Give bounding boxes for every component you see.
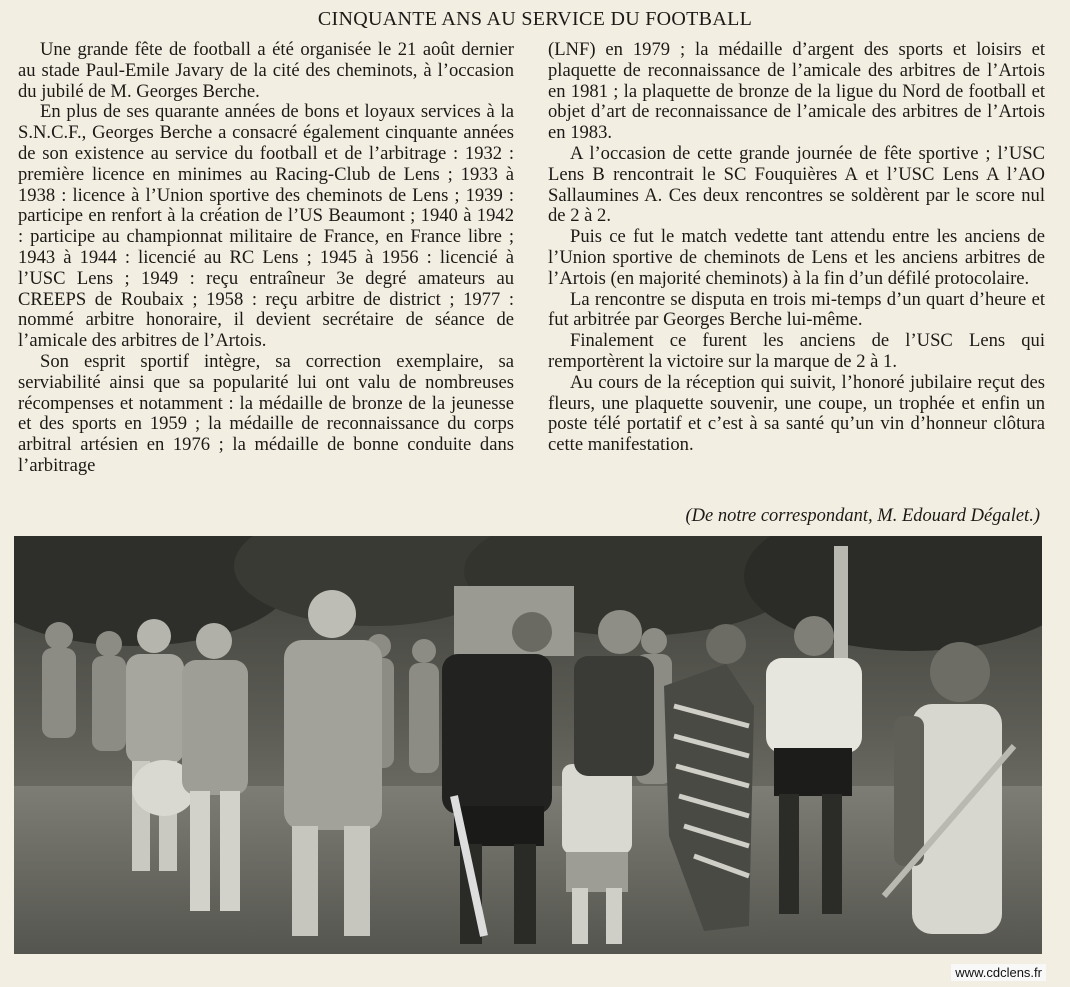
left-column: [18, 40, 514, 477]
paragraph: Puis ce fut le match vedette tant attendu entre les anciens de l’Union sportive de cheminots de Lens et les anciens arbitres de l’Artois (en majorité cheminots) à la fin d’un défilé protocolaire.: [548, 226, 1045, 289]
paragraph: A l’occasion de cette grande journée de fête sportive ; l’USC Lens B rencontrait le SC Fouquières A et l’USC Lens A l’AO Sallaumines A. Ces deux rencontres se soldèrent par le score nul de 2 à 2.: [548, 142, 1045, 227]
right-column: [548, 40, 1045, 456]
site-watermark: www.cdclens.fr: [951, 964, 1046, 981]
paragraph: Son esprit sportif intègre, sa correction exemplaire, sa serviabilité ainsi que sa popularité lui ont valu de nombreuses récompenses et notamment : la médaille de bronze de la jeunesse et des sports en 1959 ; la médaille de reconnaissance du corps arbitral artésien en 1976 ; la médaille de bonne conduite dans l’arbitrage: [18, 350, 514, 476]
paragraph-continuation: (LNF) en 1979 ; la médaille d’argent des sports et loisirs et plaquette de reconnaissance de l’amicale des arbitres de l’Artois en 1981 ; la plaquette de bronze de la ligue du Nord de football et objet d’art de reconnaissance de l’amicale des arbitres de l’Artois en 1983.: [548, 39, 1045, 144]
author-credit: (De notre correspondant, M. Edouard Dégalet.): [685, 506, 1040, 526]
paragraph: En plus de ses quarante années de bons et loyaux services à la S.N.C.F., Georges Berche a consacré également cinquante années de son existence au service du football et de l’arbitrage : 1932 : première licence en minimes au Racing-Club de Lens ; 1933 à 1938 : licence à l’Union sportive des cheminots de Lens ; 1939 : participe en renfort à la création de l’US Beaumont ; 1940 à 1942 : participe au championnat militaire de France, en France libre ; 1943 à 1944 : licencié au RC Lens ; 1945 à 1956 : licencié à l’USC Lens ; 1949 : reçu entraîneur 3e degré amateurs au CREEPS de Roubaix ; 1958 : reçu arbitre de district ; 1977 : nommé arbitre honoraire, il devient secrétaire de séance de l’amicale des arbitres de l’Artois.: [18, 101, 514, 352]
paragraph: Finalement ce furent les anciens de l’USC Lens qui remportèrent la victoire sur la marque de 2 à 1.: [548, 330, 1045, 372]
paragraph: Au cours de la réception qui suivit, l’honoré jubilaire reçut des fleurs, une plaquette souvenir, une coupe, un trophée et enfin un poste télé portatif et c’est à sa santé qu’un vin d’honneur clôtura cette manifestation.: [548, 371, 1045, 456]
paragraph: Une grande fête de football a été organisée le 21 août dernier au stade Paul-Emile Javary de la cité des cheminots, à l’occasion du jubilé de M. Georges Berche.: [18, 39, 514, 102]
article-title: CINQUANTE ANS AU SERVICE DU FOOTBALL: [317, 8, 753, 30]
photo-illustration: [14, 536, 1042, 954]
paragraph: La rencontre se disputa en trois mi-temps d’un quart d’heure et fut arbitrée par Georges Berche lui-même.: [548, 288, 1045, 331]
article-photo: [14, 536, 1042, 954]
